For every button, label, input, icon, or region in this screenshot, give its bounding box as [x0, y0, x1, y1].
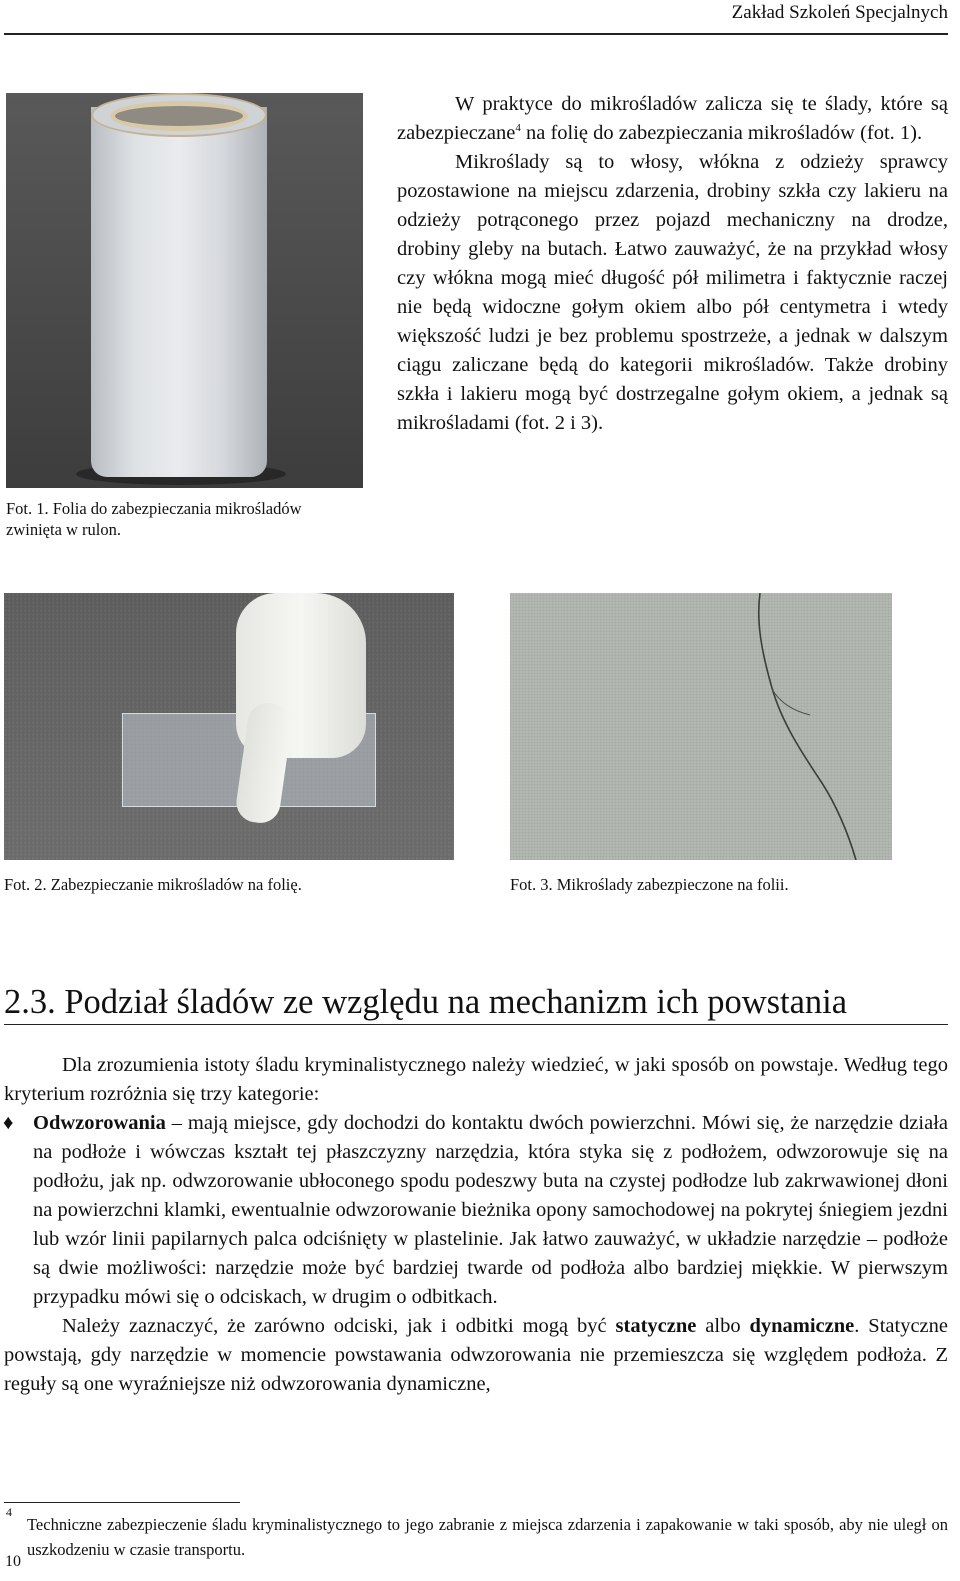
caption-fot-2: Fot. 2. Zabezpieczanie mikrośladów na folię.: [4, 875, 302, 894]
section-title: 2.3. Podział śladów ze względu na mechanizm ich powstania: [4, 983, 848, 1021]
paragraph-intro: Dla zrozumienia istoty śladu kryminalistycznego należy wiedzieć, w jaki sposób on powstaje. Według tego kryterium rozróżnia się trzy kategorie:: [4, 1054, 948, 1105]
footnote-rule: [4, 1502, 240, 1503]
bullet-item-odwzorowania: [4, 1109, 948, 1312]
footnote-number: 4: [6, 1505, 12, 1519]
header-rule: [4, 33, 948, 35]
footnote-text: Techniczne zabezpieczenie śladu kryminalistycznego to jego zabranie z miejsca zdarzenia i zapakowanie w taki sposób, aby nie uległ on uszkodzeniu w czasie transportu.: [27, 1515, 948, 1559]
caption-fot-3: Fot. 3. Mikroślady zabezpieczone na folii.: [510, 875, 789, 894]
paragraph-static-dynamic: Należy zaznaczyć, że zarówno odciski, jak i odbitki mogą być statyczne albo dynamiczne. Statyczne powstają, gdy narzędzie w momencie powstawania odwzorowania nie przemieszcza się względem podłoża. Z reguły są one wyraźniejsze niż odwzorowania dynamiczne,: [4, 1315, 948, 1395]
photo-securing-microtraces: [4, 593, 454, 860]
page-number: 10: [5, 1553, 21, 1570]
bullet-text: – mają miejsce, gdy dochodzi do kontaktu dwóch powierzchni. Mówi się, że narzędzie działa na podłoże i wówczas kształt tej płaszczyzny narzędzia, która styka się z podłożem, odwzorowuje się na podłożu, jak np. odwzorowanie ubłoconego spodu podeszwy buta na czystej podłodze lub zakrwawionej dłoni na powierzchni klamki, ewentualnie odwzorowanie bieżnika opony samochodowej na pokrytej śniegiem jezdni lub wzór linii papilarnych palca odciśnięty w plastelinie. Jak łatwo zauważyć, w układzie narzędzie – podłoże są dwie możliwości: narzędzie może być bardziej twarde od podłoża albo bardziej miękkie. W pierwszym przypadku mówi się o odciskach, w drugim o odbitkach.: [33, 1112, 948, 1308]
section-body: [4, 1051, 948, 1399]
section-rule: [4, 1024, 948, 1025]
caption-fot-1: Fot. 1. Folia do zabezpieczania mikrośladów zwinięta w rulon.: [6, 499, 302, 539]
photo-film-roll: [6, 93, 363, 488]
footnote-ref: 4: [515, 122, 521, 135]
intro-text: [397, 90, 948, 438]
paragraph-1: W praktyce do mikrośladów zalicza się te ślady, które są zabezpieczane$^4$ na folię do zabezpieczania mikrośladów (fot. 1).: [397, 93, 948, 144]
photo-microtraces-on-film: [510, 593, 892, 860]
running-header: Zakład Szkoleń Specjalnych: [731, 2, 948, 23]
paragraph-2: Mikroślady są to włosy, włókna z odzieży sprawcy pozostawione na miejscu zdarzenia, drobiny szkła czy lakieru na odzieży potrąconego przez pojazd mechaniczny na drodze, drobiny gleby na butach. Łatwo zauważyć, że na przykład włosy czy włókna mogą mieć długość pół milimetra i faktycznie raczej nie będą widoczne gołym okiem albo pół centymetra i wtedy większość ludzi je bez problemu spostrzeże, a jednak w dalszym ciągu zaliczane będą do kategorii mikrośladów. Także drobiny szkła i lakieru mogą być dostrzegalne gołym okiem, a jednak są mikrośladami (fot. 2 i 3).: [397, 151, 948, 434]
bullet-term: Odwzorowania: [33, 1112, 166, 1134]
diamond-bullet-icon: ♦: [3, 1112, 14, 1134]
